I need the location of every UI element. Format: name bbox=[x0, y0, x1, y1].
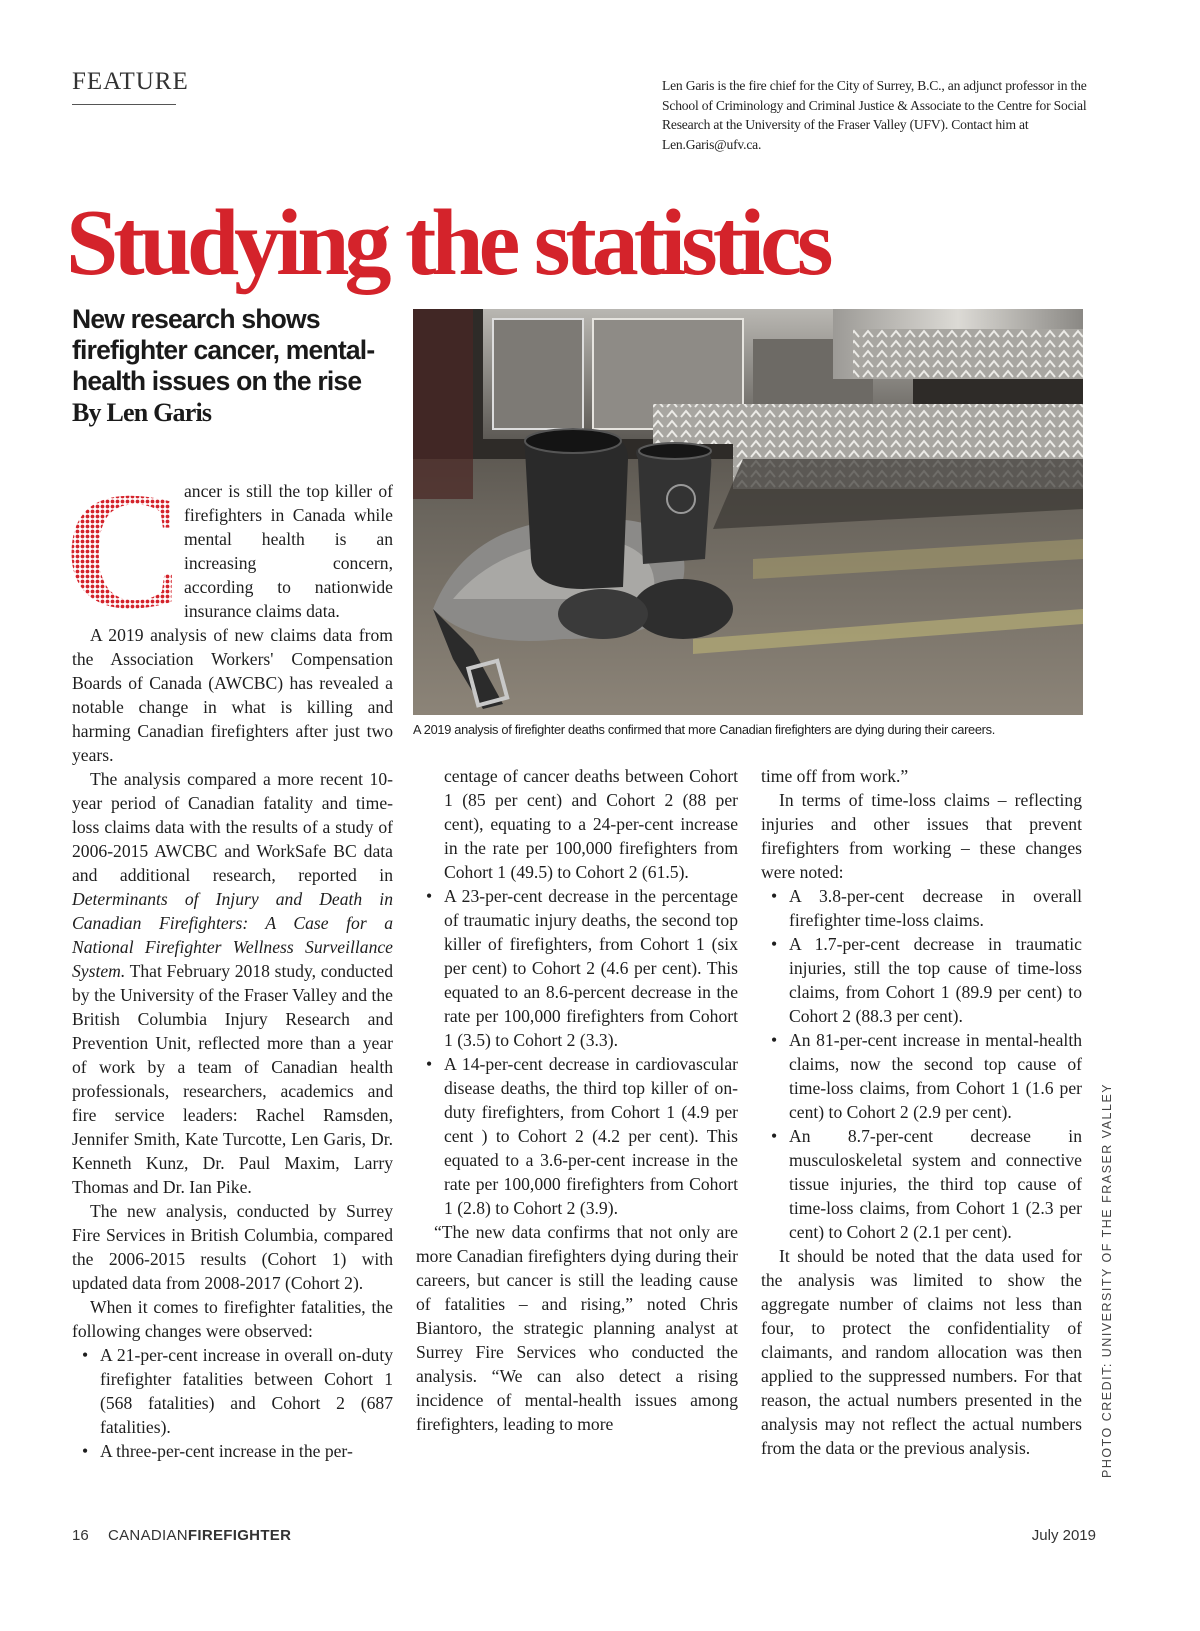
list-item: • An 8.7-per-cent decrease in musculoskeletal system and connective tissue injuries, the third top cause of time-loss claims, from Cohort 1 (2.3 per cent) to Cohort 2 (2.1 per cent). bbox=[761, 1124, 1082, 1244]
section-label: FEATURE bbox=[72, 68, 189, 95]
paragraph: A 2019 analysis of new claims data from the Association Workers' Compensation Boards of Canada (AWCBC) has revealed a notable change in what is killing and harming Canadian firefighters after just two years. bbox=[72, 625, 393, 765]
page-number: 16 bbox=[72, 1527, 89, 1544]
article-column-2 bbox=[416, 764, 738, 1436]
issue-date: July 2019 bbox=[1031, 1527, 1096, 1544]
article-column-3 bbox=[761, 764, 1082, 1460]
dropcap-c bbox=[70, 479, 178, 617]
intro-paragraph: ancer is still the top killer of firefighters in Canada while mental health is an increasing concern, according to nationwide insurance claims data. bbox=[184, 481, 393, 621]
byline: By Len Garis bbox=[72, 398, 212, 427]
list-item: • A 14-per-cent decrease in cardiovascular disease deaths, the third top killer of on-duty firefighters, from Cohort 1 (4.9 per cent ) to Cohort 2 (4.2 per cent). This equated to a 3.6-per-cent increase in the rate per 100,000 firefighters from Cohort 1 (2.8) to Cohort 2 (3.9). bbox=[416, 1052, 738, 1220]
study-title: Determinants of Injury and Death in Canadian Firefighters: A Case for a National Firefighter Wellness Surveillance System. bbox=[72, 889, 393, 981]
paragraph: The new analysis, conducted by Surrey Fire Services in British Columbia, compared the 2006-2015 results (Cohort 1) with updated data from 2008-2017 (Cohort 2). bbox=[72, 1201, 393, 1293]
paragraph-text: That February 2018 study, conducted by the University of the Fraser Valley and the British Columbia Injury Research and Prevention Unit, reflected more than a year of work by a team of Canadian health professionals, researchers, academics and fire service leaders: Rachel Ramsden, Jennifer Smith, Kate Turcotte, Len Garis, Dr. Kenneth Kunz, Dr. Paul Maxim, Larry Thomas and Dr. Ian Pike. bbox=[72, 961, 393, 1197]
article-column-1 bbox=[72, 479, 393, 1463]
magazine-name-light: CANADIAN bbox=[108, 1527, 188, 1544]
headline: Studying the statistics bbox=[66, 191, 829, 295]
magazine-name-bold: FIREFIGHTER bbox=[187, 1527, 292, 1544]
paragraph: When it comes to firefighter fatalities, the following changes were observed: bbox=[72, 1297, 393, 1341]
deck bbox=[72, 304, 412, 428]
deck-text: New research shows firefighter cancer, mental-health issues on the rise bbox=[72, 304, 375, 396]
quote-paragraph-continued: time off from work.” bbox=[761, 766, 909, 786]
feature-photo bbox=[413, 309, 1083, 715]
paragraph: It should be noted that the data used for the analysis was limited to show the aggregate number of claims not less than four, to protect the confidentiality of claimants, and random allocation was then applied to the suppressed numbers. For that reason, the actual numbers presented in the analysis may not reflect the actual numbers from the data or the previous analysis. bbox=[761, 1246, 1082, 1458]
list-item: • A 3.8-per-cent decrease in overall firefighter time-loss claims. bbox=[761, 884, 1082, 932]
list-item: • A 21-per-cent increase in overall on-duty firefighter fatalities between Cohort 1 (568 fatalities) and Cohort 2 (687 fatalities). bbox=[72, 1343, 393, 1439]
photo-caption: A 2019 analysis of firefighter deaths confirmed that more Canadian firefighters are dying during their careers. bbox=[413, 722, 995, 737]
section-divider bbox=[72, 104, 176, 105]
list-item: • A three-per-cent increase in the per- bbox=[72, 1439, 393, 1463]
paragraph-text: The analysis compared a more recent 10-year period of Canadian fatality and time-loss claims data with the results of a study of 2006-2015 AWCBC and WorkSafe BC data and additional research, reported in bbox=[72, 769, 393, 885]
magazine-name bbox=[108, 1527, 291, 1544]
list-item: • An 81-per-cent increase in mental-health claims, now the second top cause of time-loss claims, from Cohort 1 (1.6 per cent) to Cohort 2 (2.9 per cent). bbox=[761, 1028, 1082, 1124]
list-item: • A 1.7-per-cent decrease in traumatic injuries, still the top cause of time-loss claims, from Cohort 1 (89.9 per cent) to Cohort 2 (88.3 per cent). bbox=[761, 932, 1082, 1028]
author-bio: Len Garis is the fire chief for the City of Surrey, B.C., an adjunct professor in the School of Criminology and Criminal Justice & Associate to the Centre for Social Research at the University of the Fraser Valley (UFV). Contact him at Len.Garis@ufv.ca. bbox=[662, 78, 1087, 152]
photo-credit: PHOTO CREDIT: UNIVERSITY OF THE FRASER VALLEY bbox=[1100, 1082, 1114, 1478]
timeloss-list bbox=[761, 884, 1082, 1244]
quote-paragraph: “The new data confirms that not only are more Canadian firefighters dying during their careers, but cancer is still the leading cause of fatalities – and rising,” noted Chris Biantoro, the strategic planning analyst at Surrey Fire Services who conducted the analysis. “We can also detect a rising incidence of mental-health issues among firefighters, leading to more bbox=[416, 1222, 738, 1434]
paragraph: In terms of time-loss claims – reflecting injuries and other issues that prevent firefighters from working – these changes were noted: bbox=[761, 790, 1082, 882]
paragraph-study-reference bbox=[72, 767, 393, 1199]
fatality-list bbox=[72, 1343, 393, 1463]
list-item-continued: centage of cancer deaths between Cohort 1 (85 per cent) and Cohort 2 (88 per cent), equating to a 24-per-cent increase in the rate per 100,000 firefighters from Cohort 1 (49.5) to Cohort 2 (61.5). bbox=[444, 766, 738, 882]
firefighter-boots-photo bbox=[413, 309, 1083, 715]
list-item: • A 23-per-cent decrease in the percentage of traumatic injury deaths, the second top killer of firefighters, from Cohort 1 (six per cent) to Cohort 2 (4.6 per cent). This equated to an 8.6-percent decrease in the rate per 100,000 firefighters from Cohort 1 (3.5) to Cohort 2 (3.3). bbox=[416, 884, 738, 1052]
fatality-list-continued bbox=[416, 884, 738, 1220]
